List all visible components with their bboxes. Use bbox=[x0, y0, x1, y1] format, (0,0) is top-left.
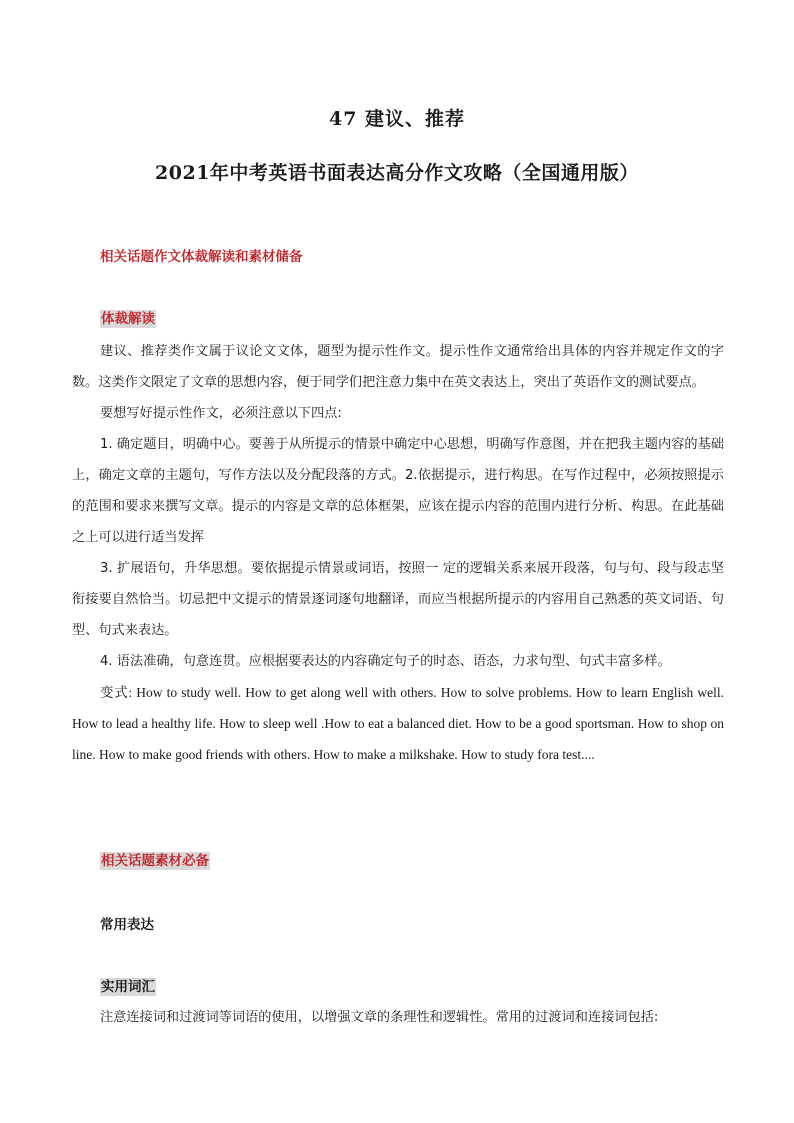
practical-vocab-label: 实用词汇 bbox=[101, 979, 155, 995]
section-heading-topic-materials bbox=[100, 849, 210, 869]
closing-body bbox=[72, 1002, 724, 1033]
paragraph-point-3: 3. 扩展语句，升华思想。要依据提示情景或词语，按照一 定的逻辑关系来展开段落，句与句、段与段志坚衔接要自然恰当。切忌把中文提示的情景逐词逐句地翻译，而应当根据所提示的内容用自己熟悉的英文词语、句型、句式来表达。 bbox=[72, 561, 724, 638]
heading-practical-vocabulary bbox=[100, 975, 156, 995]
document-subtitle: 2021年中考英语书面表达高分作文攻略（全国通用版） bbox=[155, 162, 639, 184]
subsection-genre-label: 体裁解读 bbox=[101, 311, 155, 327]
paragraph-connectives: 注意连接词和过渡词等词语的使用，以增强文章的条理性和逻辑性。常用的过渡词和连接词包括: bbox=[100, 1010, 659, 1025]
paragraph-intro: 建议、推荐类作文属于议论文文体，题型为提示性作文。提示性作文通常给出具体的内容并规定作文的字数。这类作文限定了文章的思想内容，便于同学们把注意力集中在英文表达上，突出了英语作文的测试要点。 bbox=[72, 344, 724, 390]
genre-body bbox=[72, 336, 724, 770]
paragraph-point-4: 4. 语法准确，句意连贯。应根据要表达的内容确定句子的时态、语态，力求句型、句式丰富多样。 bbox=[100, 654, 671, 669]
subsection-heading-genre bbox=[100, 307, 156, 327]
paragraph-point-1-2: 1. 确定题目，明确中心。要善于从所提示的情景中确定中心思想，明确写作意图，并在把我主题内容的基础上，确定文章的主题句，写作方法以及分配段落的方式。2.依据提示，进行构思。在写作过程中，必须按照提示的范围和要求来撰写文章。提示的内容是文章的总体框架，应该在提示内容的范围内进行分析、构思。在此基础之上可以进行适当发挥 bbox=[72, 437, 724, 545]
paragraph-variants: 变式: How to study well. How to get along well with others. How to solve problems. How to learn English well. How to lead a healthy life. How to sleep well .How to eat a balanced diet. How to be a good sportsman. How to shop on line. How to make good friends with others. How to make a milkshake. How to study fora test.... bbox=[72, 685, 724, 762]
heading-common-expressions: 常用表达 bbox=[100, 917, 154, 933]
document-title: 47 建议、推荐 bbox=[328, 108, 466, 130]
section-heading-genre-and-materials: 相关话题作文体裁解读和素材储备 bbox=[100, 249, 303, 265]
section2-label: 相关话题素材必备 bbox=[101, 853, 209, 869]
paragraph-four-points: 要想写好提示性作文，必须注意以下四点: bbox=[100, 406, 342, 421]
